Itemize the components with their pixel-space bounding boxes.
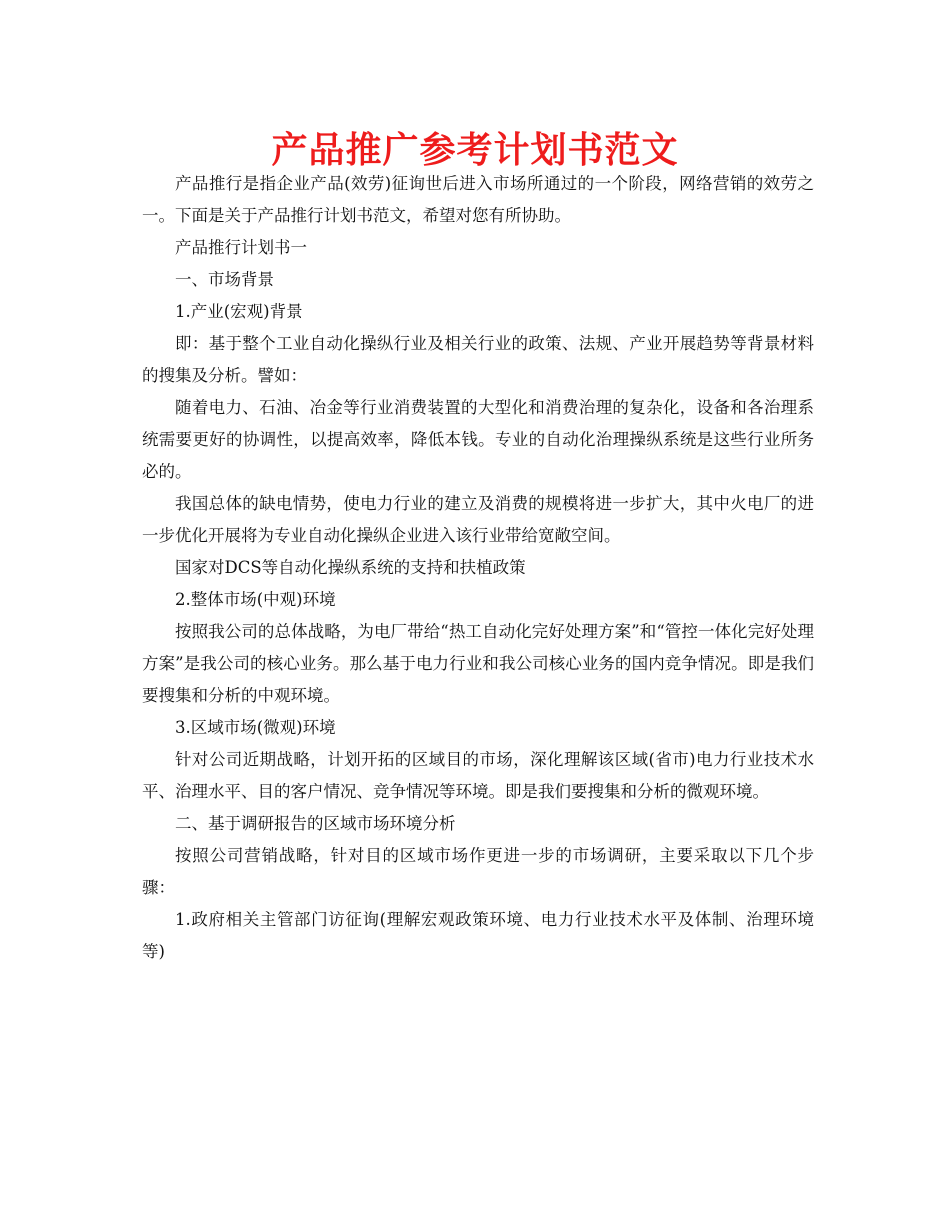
paragraph-plan-heading: 产品推行计划书一 bbox=[175, 238, 307, 257]
paragraph-overall-market: 按照我公司的总体战略，为电厂带给“热工自动化完好处理方案”和“管控一体化完好处理方案”是我公司的核心业务。那么基于电力行业和我公司核心业务的国内竞争情况。即是我们要搜集和分析的中观环境。 bbox=[142, 622, 814, 705]
document-body bbox=[142, 168, 814, 968]
paragraph-dcs-policy: 国家对DCS等自动化操纵系统的支持和扶植政策 bbox=[175, 558, 526, 577]
paragraph-power-shortage: 我国总体的缺电情势，使电力行业的建立及消费的规模将进一步扩大，其中火电厂的进一步优化开展将为专业自动化操纵企业进入该行业带给宽敞空间。 bbox=[142, 494, 814, 545]
paragraph-industry-definition: 即：基于整个工业自动化操纵行业及相关行业的政策、法规、产业开展趋势等背景材料的搜集及分析。譬如： bbox=[142, 334, 814, 385]
paragraph-industry-trend: 随着电力、石油、冶金等行业消费装置的大型化和消费治理的复杂化，设备和各治理系统需要更好的协调性，以提高效率，降低本钱。专业的自动化治理操纵系统是这些行业所务必的。 bbox=[142, 398, 814, 481]
paragraph-intro: 产品推行是指企业产品(效劳)征询世后进入市场所通过的一个阶段，网络营销的效劳之一。下面是关于产品推行计划书范文，希望对您有所协助。 bbox=[142, 174, 814, 225]
section-heading-regional-analysis: 二、基于调研报告的区域市场环境分析 bbox=[175, 814, 456, 833]
paragraph-regional-market: 针对公司近期战略，计划开拓的区域目的市场，深化理解该区域(省市)电力行业技术水平、治理水平、目的客户情况、竞争情况等环境。即是我们要搜集和分析的微观环境。 bbox=[142, 750, 814, 801]
subheading-overall-market: 2.整体市场(中观)环境 bbox=[175, 590, 336, 609]
list-item-government-visit: 1.政府相关主管部门访征询(理解宏观政策环境、电力行业技术水平及体制、治理环境等) bbox=[142, 910, 814, 961]
paragraph-research-steps: 按照公司营销战略，针对目的区域市场作更进一步的市场调研，主要采取以下几个步骤： bbox=[142, 846, 814, 897]
subheading-regional-market: 3.区域市场(微观)环境 bbox=[175, 718, 336, 737]
document-title: 产品推广参考计划书范文 bbox=[271, 129, 679, 171]
section-heading-market-background: 一、市场背景 bbox=[175, 270, 274, 289]
subheading-industry-background: 1.产业(宏观)背景 bbox=[175, 302, 303, 321]
